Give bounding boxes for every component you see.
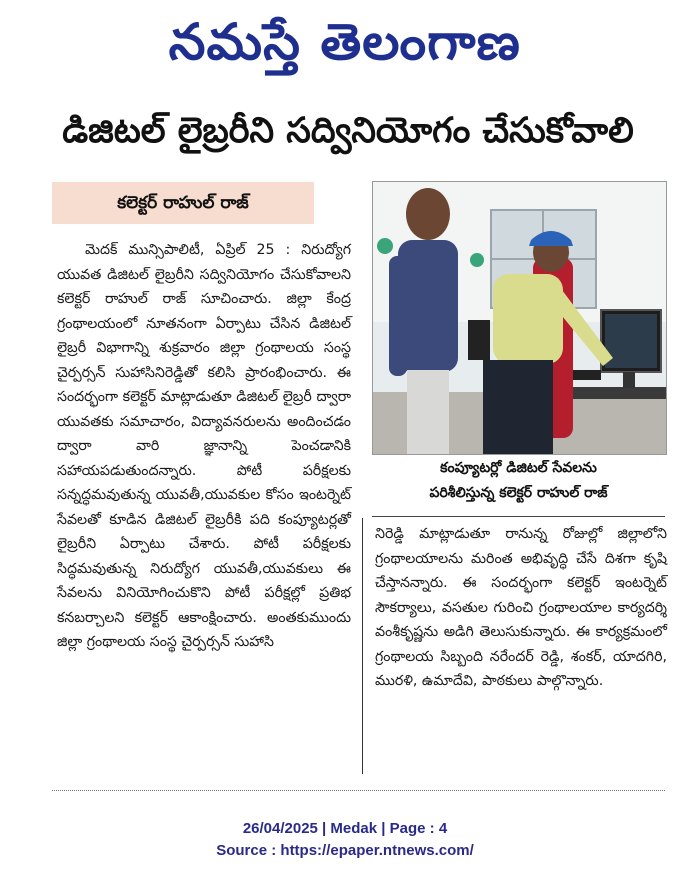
- newspaper-masthead: [0, 2, 690, 82]
- footer-source: Source : https://epaper.ntnews.com/: [216, 842, 474, 859]
- article-photo: [372, 181, 667, 455]
- clipping-bottom-edge: [52, 790, 665, 794]
- masthead-title: నమస్తే తెలంగాణ: [168, 12, 522, 71]
- page-footer: [0, 818, 690, 862]
- caption-line-1: కంప్యూటర్లో డిజిటల్ సేవలను: [440, 460, 597, 476]
- article-body-column-2: నిరెడ్డి మాట్లాడుతూ రానున్న రోజుల్లో జిల్లాలోని గ్రంథాలయాలను మరింత అభివృద్ధి చేసే దిశగా కృషి చేస్తానన్నారు. ఈ సందర్భంగా కలెక్టర్ ఇంటర్నెట్ సౌకర్యాలు, వసతుల గురించి గ్రంథాలయాల కార్యదర్శి వంశీకృష్ణను అడిగి తెలుసుకున్నారు. ఈ కార్యక్రమంలో గ్రంథాలయ సిబ్బంది నరేందర్ రెడ్డి, శంకర్, యాదగిరి, మురళి, ఉమాదేవి, పాఠకులు పాల్గొన్నారు.: [375, 526, 667, 689]
- article-column-1: [57, 238, 351, 655]
- article-column-2: [375, 522, 667, 694]
- headline-text: డిజిటల్ లైబ్రరీని సద్వినియోగం చేసుకోవాలి: [62, 111, 634, 151]
- article-body-column-1: మెదక్ మున్సిపాలిటీ, ఏప్రిల్ 25 : నిరుద్యోగ యువత డిజిటల్ లైబ్రరీని సద్వినియోగం చేసుకోవాలని కలెక్టర్ రాహుల్ రాజ్ సూచించారు. జిల్లా కేంద్ర గ్రంథాలయంలో నూతనంగా ఏర్పాటు చేసిన డిజిటల్ లైబ్రరీ విభాగాన్ని శుక్రవారం జిల్లా గ్రంథాలయ సంస్థ చైర్పర్సన్ సుహాసినిరెడ్డితో కలిసి ప్రారంభించారు. ఈ సందర్భంగా కలెక్టర్ మాట్లాడుతూ డిజిటల్ లైబ్రరీ ద్వారా యువతకు సమాచారం, విద్యావనరులను అందించడం ద్వారా వారి జ్ఞానాన్ని పెంచడానికి సహాయపడుతుందన్నారు. పోటీ పరీక్షలకు సన్నద్ధమవుతున్న యువతీ,యువకుల కోసం ఇంటర్నెట్ సేవలతో కూడిన డిజిటల్ లైబ్రరీకి పది కంప్యూటర్లతో లైబ్రరీని ఏర్పాటు చేశారు. పోటీ పరీక్షలకు సిద్ధమవుతున్న నిరుద్యోగ యువతీ,యువకులు ఈ సేవలను వినియోగించుకొని పోటీ పరీక్షల్లో ప్రతిభ కనబర్చాలని కలెక్టర్ ఆకాంక్షించారు. అంతకుముందు జిల్లా గ్రంథాలయ సంస్థ చైర్పర్సన్ సుహాసి: [57, 242, 351, 650]
- article-kicker: [52, 182, 314, 224]
- footer-date-edition: 26/04/2025 | Medak | Page : 4: [242, 820, 448, 837]
- article-headline: [44, 104, 652, 158]
- caption-divider: [372, 516, 665, 517]
- photo-caption: [372, 456, 665, 512]
- column-divider: [362, 518, 363, 774]
- kicker-text: కలెక్టర్ రాహుల్ రాజ్: [117, 193, 249, 213]
- photo-illustration: [373, 182, 666, 454]
- caption-line-2: పరిశీలిస్తున్న కలెక్టర్ రాహుల్ రాజ్: [429, 485, 608, 501]
